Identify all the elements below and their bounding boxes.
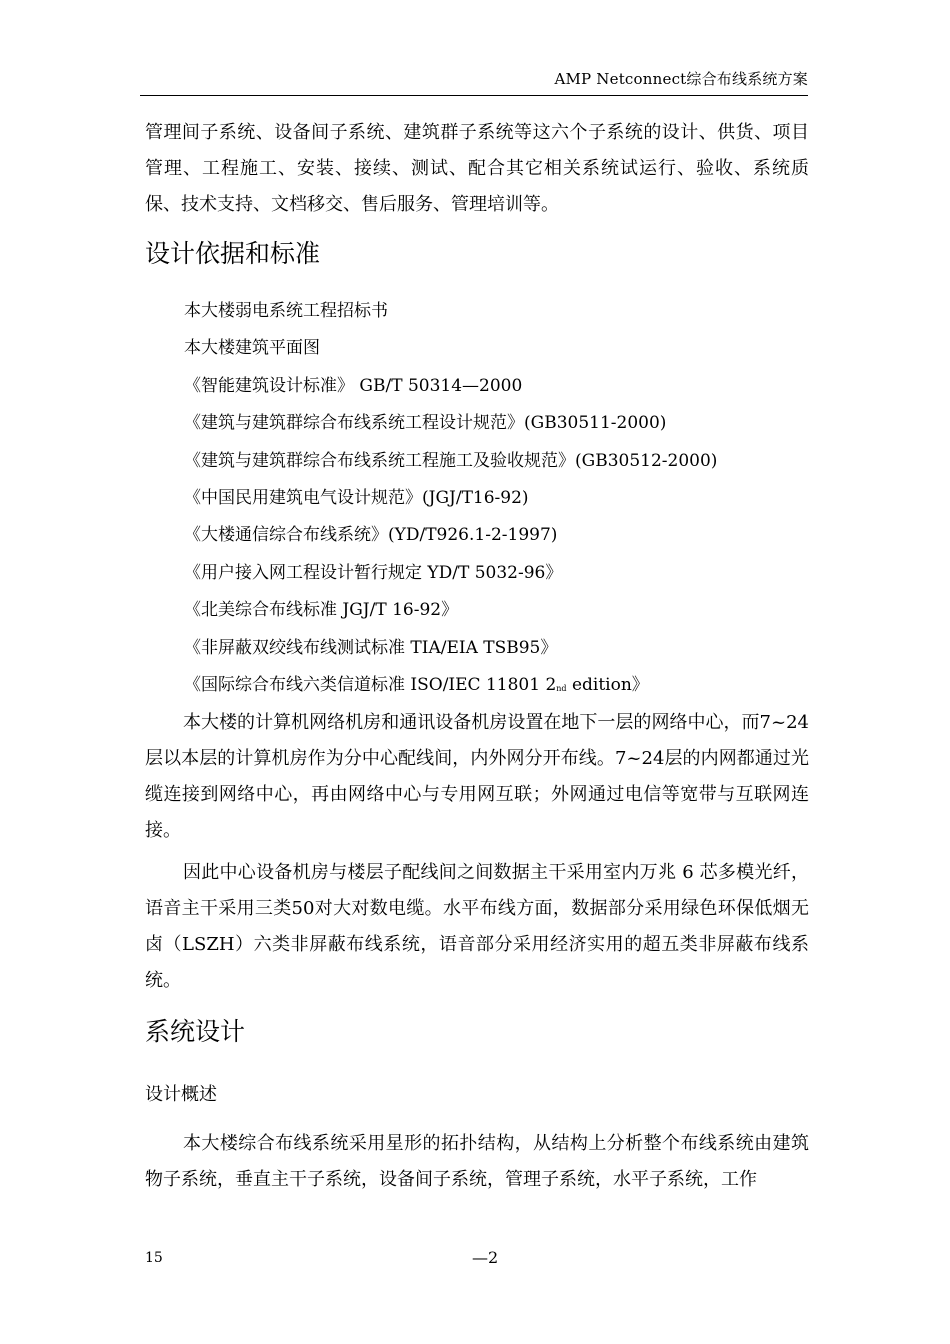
network-center-paragraph: 本大楼的计算机网络机房和通讯设备机房设置在地下一层的网络中心，而7~24层以本层的计算机房作为分中心配线间，内外网分开布线。7~24层的内网都通过光缆连接到网络中心，再由网络中心与专用网互联；外网通过电信等宽带与互联网连接。: [145, 712, 809, 841]
page-number: —2: [472, 1248, 499, 1267]
reference-iso-superscript: nd: [556, 684, 567, 694]
reference-item: 《北美综合布线标准 JGJ/T 16-92》: [184, 600, 459, 621]
intro-paragraph: 管理间子系统、设备间子系统、建筑群子系统等这六个子系统的设计、供货、项目管理、工程施工、安装、接续、测试、配合其它相关系统试运行、验收、系统质保、技术支持、文档移交、售后服务、管理培训等。: [145, 122, 809, 215]
reference-item: 本大楼弱电系统工程招标书: [184, 301, 388, 321]
reference-item: 《智能建筑设计标准》 GB/T 50314—2000: [184, 375, 523, 396]
page-header-title: AMP Netconnect综合布线系统方案: [554, 70, 808, 88]
footer-left-number: 15: [145, 1250, 163, 1266]
reference-item: 《中国民用建筑电气设计规范》(JGJ/T16-92): [184, 488, 529, 509]
reference-item: 《非屏蔽双绞线布线测试标准 TIA/EIA TSB95》: [184, 637, 558, 658]
subheading-design-overview: 设计概述: [145, 1084, 217, 1105]
heading-design-basis: 设计依据和标准: [145, 239, 321, 268]
overview-paragraph: 本大楼综合布线系统采用星形的拓扑结构，从结构上分析整个布线系统由建筑物子系统，垂直主干子系统，设备间子系统，管理子系统，水平子系统，工作: [145, 1133, 809, 1190]
reference-iso-edition: edition》: [566, 675, 649, 696]
reference-list: [184, 293, 717, 707]
reference-iso-text: 《国际综合布线六类信道标准 ISO/IEC 11801 2: [184, 675, 557, 696]
reference-item: 《大楼通信综合布线系统》(YD/T926.1-2-1997): [184, 525, 558, 546]
reference-item: 《建筑与建筑群综合布线系统工程设计规范》(GB30511-2000): [184, 413, 667, 434]
reference-item-iso: [184, 667, 717, 707]
heading-system-design: 系统设计: [145, 1017, 246, 1046]
reference-item: 《用户接入网工程设计暂行规定 YD/T 5032-96》: [184, 562, 563, 583]
backbone-cabling-paragraph: 因此中心设备机房与楼层子配线间之间数据主干采用室内万兆 6 芯多模光纤，语音主干采用三类50对大对数电缆。水平布线方面，数据部分采用绿色环保低烟无卤（LSZH）六类非屏蔽布线系统，语音部分采用经济实用的超五类非屏蔽布线系统。: [145, 862, 809, 991]
reference-item: 本大楼建筑平面图: [184, 338, 320, 359]
reference-item: 《建筑与建筑群综合布线系统工程施工及验收规范》(GB30512-2000): [184, 450, 718, 471]
header-divider: [140, 95, 808, 96]
